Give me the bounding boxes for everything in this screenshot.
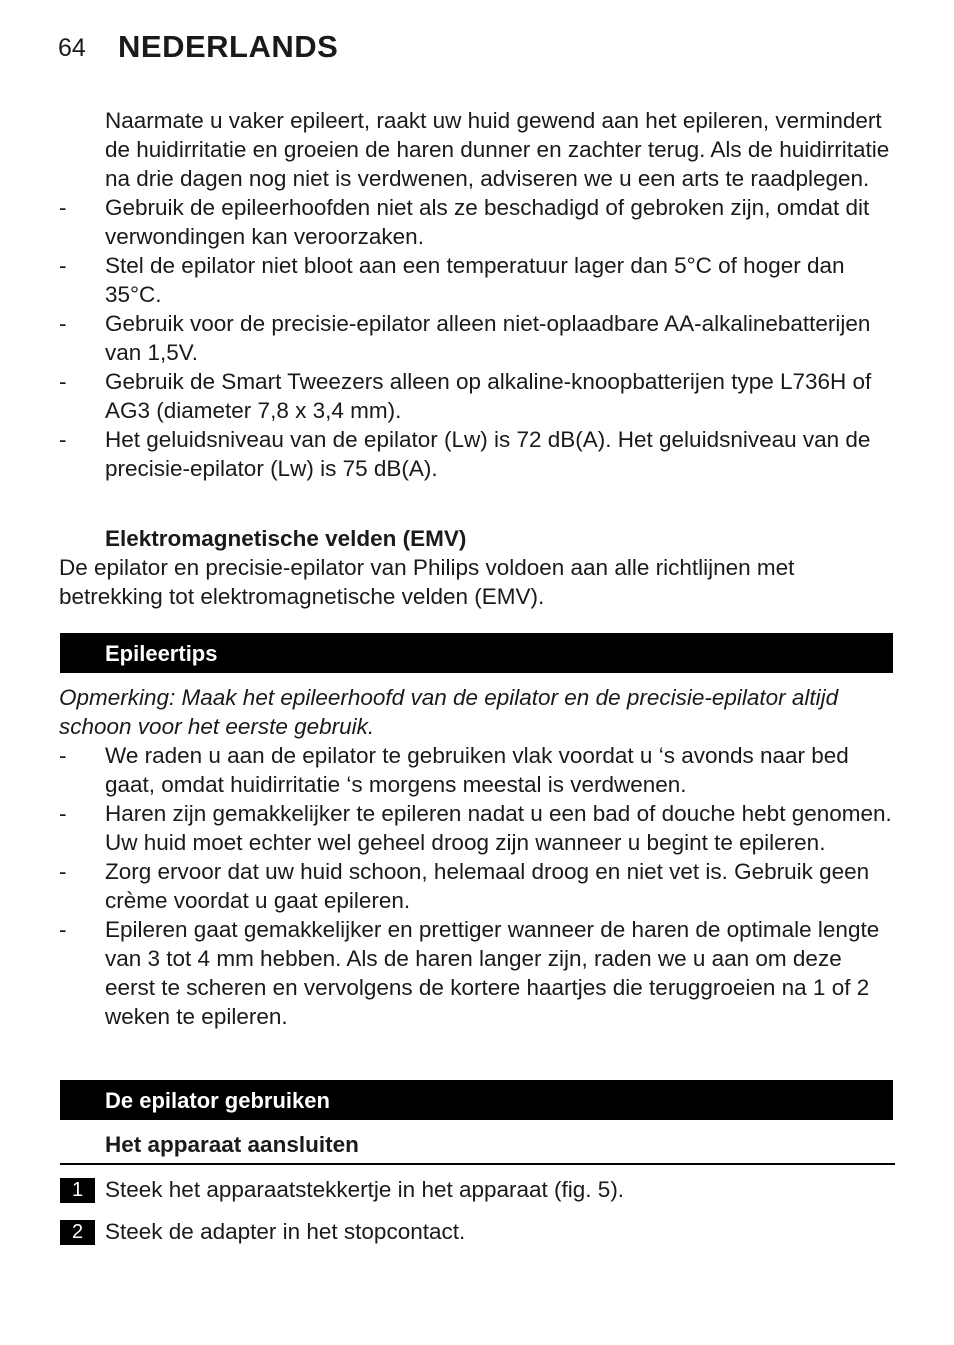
usage-subheading-block (59, 1130, 895, 1159)
list-dash: - (59, 859, 67, 884)
list-item-text: Het geluidsniveau van de epilator (Lw) is 72 dB(A). Het geluidsniveau van de precisie-epilator (Lw) is 75 dB(A). (105, 427, 871, 481)
list-dash: - (59, 427, 67, 452)
list-item-text: Haren zijn gemakkelijker te epileren nadat u een bad of douche hebt genomen. Uw huid moet echter wel geheel droog zijn wanneer u begint te epileren. (105, 801, 892, 855)
list-dash: - (59, 801, 67, 826)
list-item-text: Gebruik voor de precisie-epilator alleen niet-oplaadbare AA-alkalinebatterijen van 1,5V. (105, 311, 871, 365)
list-item-text: Epileren gaat gemakkelijker en prettiger wanneer de haren de optimale lengte van 3 tot 4 mm hebben. Als de haren langer zijn, raden we u aan om deze eerst te scheren en vervolgens de kortere haartjes die teruggroeien na 1 of 2 weken te epileren. (105, 917, 880, 1029)
list-dash: - (59, 369, 67, 394)
step-number-badge: 1 (60, 1178, 95, 1203)
list-item (59, 251, 895, 309)
section-bar-epileertips: Epileertips (60, 633, 893, 673)
list-item (59, 915, 895, 1031)
section-language-title: NEDERLANDS (118, 29, 339, 64)
list-item (59, 425, 895, 483)
list-item (59, 741, 895, 799)
list-dash: - (59, 917, 67, 942)
intro-block (59, 106, 895, 483)
list-item (59, 309, 895, 367)
list-item-text: Zorg ervoor dat uw huid schoon, helemaal droog en niet vet is. Gebruik geen crème voordat u gaat epileren. (105, 859, 870, 913)
list-dash: - (59, 743, 67, 768)
usage-subheading: Het apparaat aansluiten (105, 1132, 359, 1157)
page-number: 64 (58, 34, 86, 62)
subheading-rule (60, 1163, 895, 1165)
list-item-text: Stel de epilator niet bloot aan een temperatuur lager dan 5°C of hoger dan 35°C. (105, 253, 845, 307)
emv-text: De epilator en precisie-epilator van Philips voldoen aan alle richtlijnen met betrekking tot elektromagnetische velden (EMV). (59, 555, 795, 609)
step-item (60, 1176, 625, 1204)
section-bar-de-epilator-gebruiken: De epilator gebruiken (60, 1080, 893, 1120)
list-item (59, 799, 895, 857)
step-text: Steek de adapter in het stopcontact. (105, 1219, 466, 1244)
list-item-text: We raden u aan de epilator te gebruiken vlak voordat u ‘s avonds naar bed gaat, omdat huidirritatie ‘s morgens meestal is verdwenen. (105, 743, 849, 797)
list-dash: - (59, 195, 67, 220)
list-dash: - (59, 253, 67, 278)
list-item (59, 193, 895, 251)
step-number-badge: 2 (60, 1220, 95, 1245)
step-item (60, 1218, 466, 1246)
emv-block (59, 524, 895, 611)
list-item-text: Gebruik de Smart Tweezers alleen op alkaline-knoopbatterijen type L736H of AG3 (diameter 7,8 x 3,4 mm). (105, 369, 872, 423)
list-item (59, 857, 895, 915)
list-item-text: Gebruik de epileerhoofden niet als ze beschadigd of gebroken zijn, omdat dit verwondingen kan veroorzaken. (105, 195, 870, 249)
list-dash: - (59, 311, 67, 336)
intro-paragraph: Naarmate u vaker epileert, raakt uw huid gewend aan het epileren, vermindert de huidirritatie en groeien de haren dunner en zachter terug. Als de huidirritatie na drie dagen nog niet is verdwenen, adviseren we u een arts te raadplegen. (105, 108, 890, 191)
tips-note: Opmerking: Maak het epileerhoofd van de epilator en de precisie-epilator altijd schoon voor het eerste gebruik. (59, 685, 839, 739)
list-item (59, 367, 895, 425)
emv-heading: Elektromagnetische velden (EMV) (105, 526, 467, 551)
step-text: Steek het apparaatstekkertje in het apparaat (fig. 5). (105, 1177, 625, 1202)
tips-block (59, 683, 895, 1031)
